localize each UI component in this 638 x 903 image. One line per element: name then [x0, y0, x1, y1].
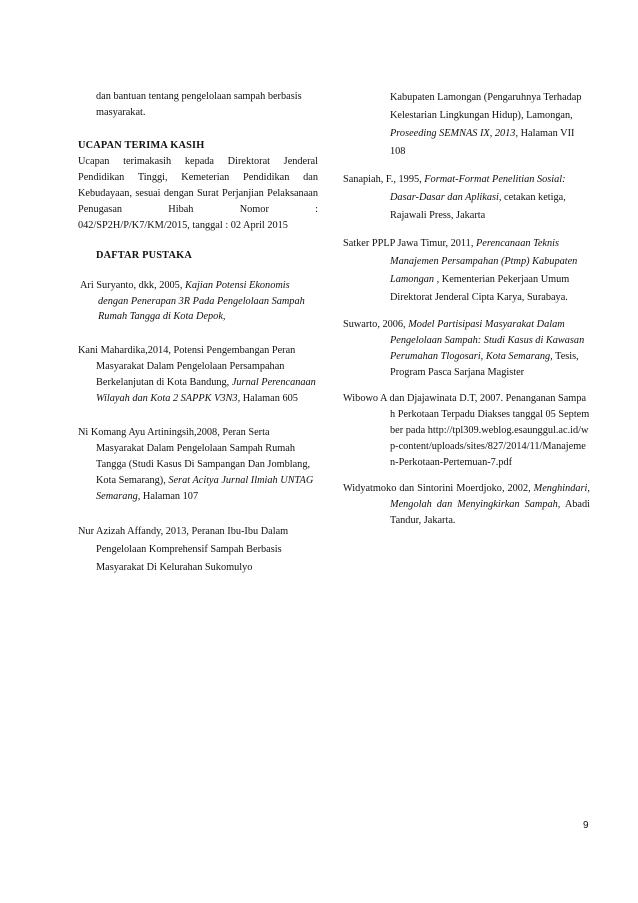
acknowledgement-body — [78, 154, 318, 234]
reference-entry: Sanapiah, F., 1995, Format-Format Penelitian Sosial: Dasar-Dasar dan Aplikasi, cetakan ketiga, Rajawali Press, Jakarta — [343, 174, 566, 222]
acknowledgement-heading: UCAPAN TERIMA KASIH — [78, 139, 205, 151]
acknowledgement-body-last: 042/SP2H/P/K7/KM/2015, tanggal : 02 April 2015 — [78, 219, 288, 231]
references-heading: DAFTAR PUSTAKA — [96, 249, 192, 261]
left-column — [78, 89, 318, 577]
page-number: 9 — [583, 820, 589, 831]
reference-entry: Ari Suryanto, dkk, 2005, Kajian Potensi Ekonomis dengan Penerapan 3R Pada Pengelolaan Sampah Rumah Tangga di Kota Depok, — [80, 279, 305, 323]
reference-entry: Nur Azizah Affandy, 2013, Peranan Ibu-Ibu Dalam Pengelolaan Komprehensif Sampah Berbasis Masyarakat Di Kelurahan Sukomulyo — [78, 526, 289, 574]
continuation-text: dan bantuan tentang pengelolaan sampah berbasis masyarakat. — [96, 91, 302, 118]
reference-entry: Suwarto, 2006, Model Partisipasi Masyarakat Dalam Pengelolaan Sampah: Studi Kasus di Kawasan Perumahan Tlogosari, Kota Semarang, Tesis, Program Pasca Sarjana Magister — [343, 319, 585, 379]
reference-entry: Widyatmoko dan Sintorini Moerdjoko, 2002, Menghindari, Mengolah dan Menyingkirkan Sampah, Abadi Tandur, Jakarta. — [343, 482, 590, 526]
reference-entry: Satker PPLP Jawa Timur, 2011, Perencanaan Teknis Manajemen Persampahan (Ptmp) Kabupaten Lamongan , Kementerian Pekerjaan Umum Direktorat Jenderal Cipta Karya, Surabaya. — [343, 238, 578, 304]
reference-entry: Ni Komang Ayu Artiningsih,2008, Peran Serta Masyarakat Dalam Pengelolaan Sampah Rumah Tangga (Studi Kasus Di Sampangan Dan Jomblang, Kota Semarang), Serat Acitya Jurnal Ilmiah UNTAG Semarang, Halaman 107 — [78, 427, 314, 503]
reference-entry: Wibowo A dan Djajawinata D.T, 2007. Penanganan Sampah Perkotaan Terpadu Diakses tanggal 05 September pada http://tpl309.weblog.esaunggul.ac.id/wp-content/uploads/sites/827/2014/11/Manajemen-Perkotaan-Pertemuan-7.pdf — [343, 392, 590, 468]
reference-entry: Kani Mahardika,2014, Potensi Pengembangan Peran Masyarakat Dalam Pengelolaan Persampahan Berkelanjutan di Kota Bandung, Jurnal Perencanaan Wilayah dan Kota 2 SAPPK V3N3, Halaman 605 — [78, 345, 316, 405]
right-column — [343, 89, 590, 529]
acknowledgement-body-main: Ucapan terimakasih kepada Direktorat Jenderal Pendidikan Tinggi, Kemeterian Pendidikan dan Kebudayaan, sesuai dengan Surat Perjanjian Pelaksanaan Penugasan Hibah Nomor : — [78, 155, 318, 215]
continuation-reference: Kabupaten Lamongan (Pengaruhnya Terhadap Kelestarian Lingkungan Hidup), Lamongan, Proseeding SEMNAS IX, 2013, Halaman VII 108 — [390, 92, 582, 158]
